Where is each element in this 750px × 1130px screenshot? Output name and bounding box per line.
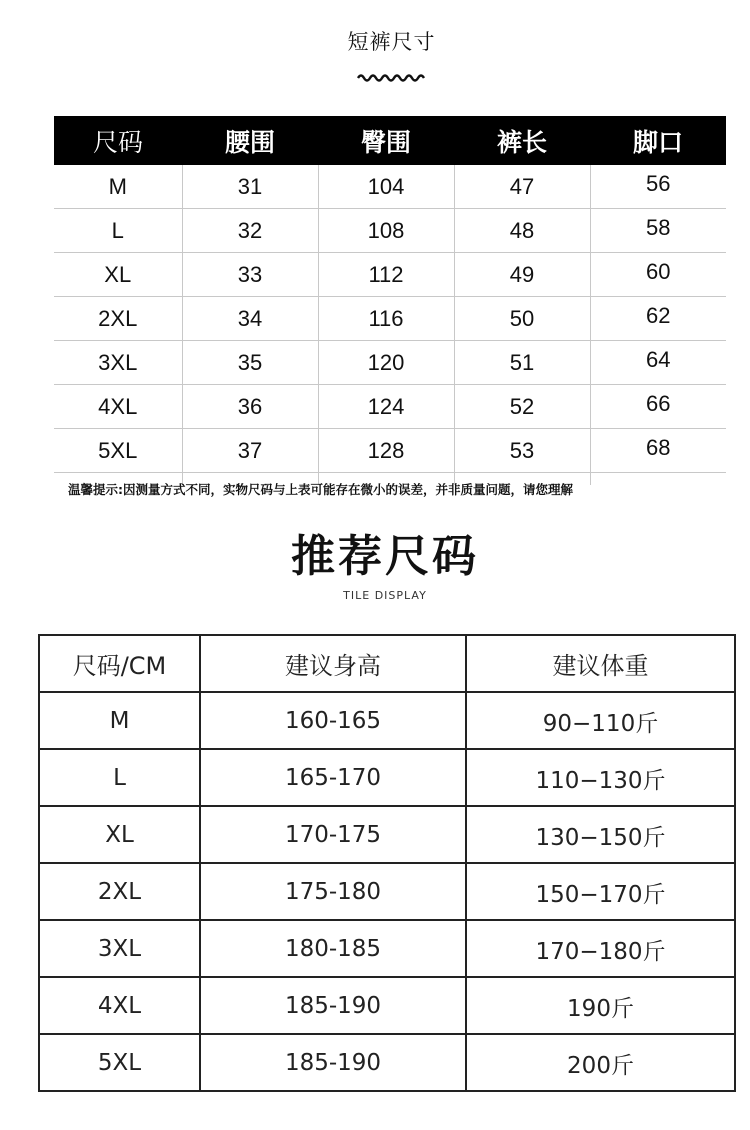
table-row <box>54 253 726 297</box>
table-cell: 175-180 <box>200 863 466 920</box>
table-row <box>39 749 735 806</box>
header-size: 尺码 <box>54 116 182 165</box>
table-cell: 90−110斤 <box>466 692 735 749</box>
header-weight: 建议体重 <box>466 635 735 692</box>
table-row <box>54 385 726 429</box>
table-cell: XL <box>39 806 200 863</box>
header-height: 建议身高 <box>200 635 466 692</box>
table-cell: 170−180斤 <box>466 920 735 977</box>
table-cell: 180-185 <box>200 920 466 977</box>
table-row <box>39 1034 735 1091</box>
size-table <box>54 116 726 485</box>
table-cell: 48 <box>454 209 590 253</box>
table-cell: 150−170斤 <box>466 863 735 920</box>
wave-divider-icon <box>356 70 428 84</box>
table-cell: 185-190 <box>200 1034 466 1091</box>
table-cell: 66 <box>590 385 726 429</box>
table-cell: 185-190 <box>200 977 466 1034</box>
table-cell: 2XL <box>54 297 182 341</box>
table-row <box>54 429 726 473</box>
table-cell: 62 <box>590 297 726 341</box>
table-cell: 53 <box>454 429 590 473</box>
table-cell: 33 <box>182 253 318 297</box>
table-cell: 130−150斤 <box>466 806 735 863</box>
table-cell: 51 <box>454 341 590 385</box>
table-cell: 2XL <box>39 863 200 920</box>
table-cell: 108 <box>318 209 454 253</box>
table-cell: 116 <box>318 297 454 341</box>
table-row <box>54 341 726 385</box>
table-cell: 4XL <box>39 977 200 1034</box>
table-cell: 5XL <box>54 429 182 473</box>
table-cell: 165-170 <box>200 749 466 806</box>
table-cell: 160-165 <box>200 692 466 749</box>
table-cell: 110−130斤 <box>466 749 735 806</box>
header-hip: 臀围 <box>318 116 454 165</box>
table-cell: 36 <box>182 385 318 429</box>
header-hem: 脚口 <box>590 116 726 165</box>
table-cell: 128 <box>318 429 454 473</box>
table-cell: M <box>54 165 182 209</box>
table-cell: 58 <box>590 209 726 253</box>
recommend-title: 推荐尺码 <box>291 531 479 582</box>
table-row <box>39 920 735 977</box>
table-row <box>39 806 735 863</box>
table-cell: 112 <box>318 253 454 297</box>
table-cell: 60 <box>590 253 726 297</box>
page-title: 短裤尺寸 <box>347 30 436 54</box>
table-cell: 50 <box>454 297 590 341</box>
table-cell: 120 <box>318 341 454 385</box>
table-cell: XL <box>54 253 182 297</box>
header-waist: 腰围 <box>182 116 318 165</box>
table-cell: 49 <box>454 253 590 297</box>
table-cell: 4XL <box>54 385 182 429</box>
table-cell: 200斤 <box>567 1053 634 1079</box>
table-cell: 68 <box>590 429 726 473</box>
header-length: 裤长 <box>454 116 590 165</box>
table-cell: 32 <box>182 209 318 253</box>
table-row <box>54 165 726 209</box>
table-cell: 31 <box>182 165 318 209</box>
table-cell: M <box>39 692 200 749</box>
table-cell: 64 <box>590 341 726 385</box>
table-cell: 190斤 <box>466 977 735 1034</box>
table-cell: 37 <box>182 429 318 473</box>
table-row <box>39 692 735 749</box>
recommend-subtitle: TILE DISPLAY <box>343 589 427 602</box>
table-row <box>39 977 735 1034</box>
table-row <box>39 863 735 920</box>
size-table-header <box>54 116 726 165</box>
table-cell: 52 <box>454 385 590 429</box>
table-cell: 170-175 <box>200 806 466 863</box>
table-cell: 124 <box>318 385 454 429</box>
notice-text: 温馨提示:因测量方式不同，实物尺码与上表可能存在微小的误差，并非质量问题，请您理解 <box>68 482 574 497</box>
table-row <box>54 209 726 253</box>
table-cell: L <box>39 749 200 806</box>
table-cell: 56 <box>590 165 726 209</box>
table-cell: 34 <box>182 297 318 341</box>
recommend-table-header <box>39 635 735 692</box>
table-cell: 3XL <box>39 920 200 977</box>
table-cell: 3XL <box>54 341 182 385</box>
recommend-table <box>38 634 736 1092</box>
table-row <box>54 297 726 341</box>
table-cell: L <box>54 209 182 253</box>
header-size: 尺码/CM <box>39 635 200 692</box>
table-cell: 35 <box>182 341 318 385</box>
table-cell: 104 <box>318 165 454 209</box>
table-cell: 5XL <box>39 1034 200 1091</box>
table-cell: 47 <box>454 165 590 209</box>
